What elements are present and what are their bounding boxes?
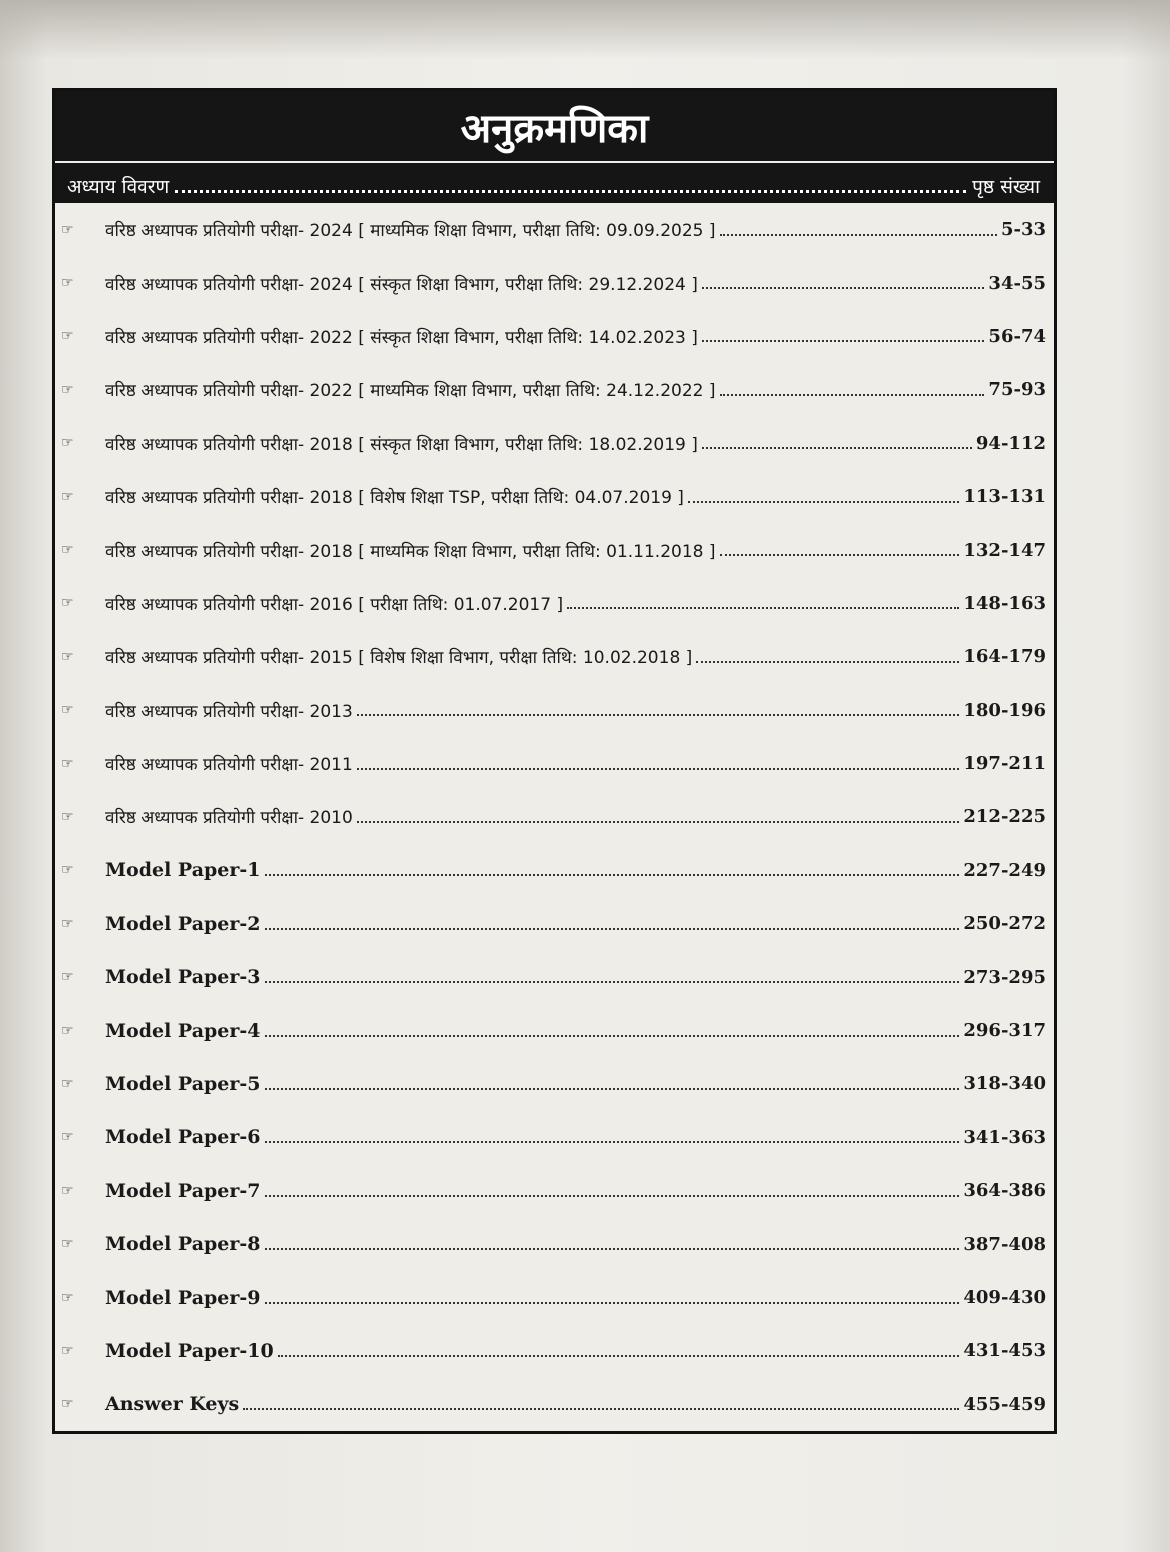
toc-item-pages: 227-249 — [963, 859, 1046, 881]
toc-item-pages: 455-459 — [963, 1393, 1046, 1415]
toc-item — [55, 1217, 1054, 1270]
dot-leader — [265, 1088, 960, 1090]
toc-item-title: वरिष्ठ अध्यापक प्रतियोगी परीक्षा- 2011 — [105, 755, 353, 776]
header-chapter-label: अध्याय विवरण — [67, 176, 170, 198]
dot-leader — [243, 1408, 959, 1410]
toc-item-pages: 34-55 — [988, 272, 1046, 294]
toc-item — [55, 897, 1054, 950]
toc-item-pages: 75-93 — [988, 379, 1046, 401]
pointing-hand-icon: ☞ — [61, 275, 74, 292]
header-page-label: पृष्ठ संख्या — [972, 176, 1040, 198]
dot-leader — [357, 821, 960, 823]
toc-item — [55, 1004, 1054, 1057]
dot-leader — [688, 501, 959, 503]
toc-item — [55, 844, 1054, 897]
pointing-hand-icon: ☞ — [61, 808, 74, 825]
toc-list — [55, 203, 1054, 1431]
pointing-hand-icon: ☞ — [61, 1075, 74, 1092]
pointing-hand-icon: ☞ — [61, 381, 74, 398]
toc-item — [55, 1057, 1054, 1110]
table-of-contents — [52, 88, 1057, 1434]
dot-leader — [702, 447, 972, 449]
toc-item-title: Model Paper-2 — [105, 912, 261, 935]
dot-leader — [265, 1195, 960, 1197]
toc-item — [55, 1164, 1054, 1217]
dot-leader — [278, 1355, 960, 1357]
toc-item — [55, 470, 1054, 523]
toc-item-title: Model Paper-7 — [105, 1179, 261, 1202]
pointing-hand-icon: ☞ — [61, 1342, 74, 1359]
pointing-hand-icon: ☞ — [61, 862, 74, 879]
dot-leader — [702, 287, 985, 289]
dot-leader — [265, 874, 960, 876]
toc-item-pages: 318-340 — [963, 1073, 1046, 1095]
toc-item — [55, 790, 1054, 843]
pointing-hand-icon: ☞ — [61, 221, 74, 238]
toc-item-title: वरिष्ठ अध्यापक प्रतियोगी परीक्षा- 2018 [ संस्कृत शिक्षा विभाग, परीक्षा तिथि: 18.02.2019 ] — [105, 434, 698, 455]
pointing-hand-icon: ☞ — [61, 1022, 74, 1039]
pointing-hand-icon: ☞ — [61, 648, 74, 665]
toc-item-title: Model Paper-8 — [105, 1233, 261, 1256]
toc-item-title: Model Paper-9 — [105, 1286, 261, 1309]
toc-item-pages: 164-179 — [963, 646, 1046, 668]
toc-item-pages: 148-163 — [963, 592, 1046, 614]
dot-leader — [265, 1035, 960, 1037]
dot-leader — [265, 1302, 960, 1304]
toc-header-row — [55, 161, 1054, 203]
toc-item-title: Model Paper-4 — [105, 1019, 261, 1042]
toc-item-pages: 387-408 — [963, 1233, 1046, 1255]
toc-item-pages: 341-363 — [963, 1126, 1046, 1148]
toc-item — [55, 1111, 1054, 1164]
toc-item — [55, 1324, 1054, 1377]
toc-item — [55, 256, 1054, 309]
dot-leader — [720, 394, 985, 396]
pointing-hand-icon: ☞ — [61, 915, 74, 932]
toc-item — [55, 310, 1054, 363]
toc-item-title: वरिष्ठ अध्यापक प्रतियोगी परीक्षा- 2018 [ माध्यमिक शिक्षा विभाग, परीक्षा तिथि: 01.11.2018 ] — [105, 541, 716, 562]
pointing-hand-icon: ☞ — [61, 1289, 74, 1306]
toc-item — [55, 684, 1054, 737]
toc-item — [55, 523, 1054, 576]
toc-item — [55, 363, 1054, 416]
toc-item-title: वरिष्ठ अध्यापक प्रतियोगी परीक्षा- 2024 [ माध्यमिक शिक्षा विभाग, परीक्षा तिथि: 09.09.2025 ] — [105, 221, 716, 242]
pointing-hand-icon: ☞ — [61, 328, 74, 345]
toc-item-pages: 212-225 — [963, 806, 1046, 828]
dot-leader — [265, 1141, 960, 1143]
toc-item-title: वरिष्ठ अध्यापक प्रतियोगी परीक्षा- 2015 [ विशेष शिक्षा विभाग, परीक्षा तिथि: 10.02.2018 ] — [105, 648, 693, 669]
toc-item-pages: 94-112 — [975, 432, 1046, 454]
pointing-hand-icon: ☞ — [61, 702, 74, 719]
toc-item — [55, 1378, 1054, 1431]
toc-item — [55, 630, 1054, 683]
toc-item-title: Answer Keys — [105, 1393, 240, 1416]
toc-item-pages: 56-74 — [988, 325, 1046, 347]
toc-item — [55, 577, 1054, 630]
toc-item-pages: 197-211 — [963, 753, 1046, 775]
toc-item-pages: 409-430 — [963, 1287, 1046, 1308]
pointing-hand-icon: ☞ — [61, 435, 74, 452]
dot-leader — [265, 1248, 960, 1250]
dot-leader — [720, 234, 997, 236]
toc-item-pages: 273-295 — [963, 966, 1046, 988]
toc-item — [55, 950, 1054, 1003]
toc-item-pages: 132-147 — [963, 539, 1046, 561]
dot-leader — [357, 714, 960, 716]
pointing-hand-icon: ☞ — [61, 595, 74, 612]
toc-title-bar — [55, 91, 1054, 161]
dot-leader — [567, 607, 959, 609]
header-dot-leader — [175, 190, 966, 193]
toc-item-title: वरिष्ठ अध्यापक प्रतियोगी परीक्षा- 2016 [ परीक्षा तिथि: 01.07.2017 ] — [105, 594, 564, 615]
dot-leader — [265, 928, 960, 930]
dot-leader — [720, 554, 960, 556]
toc-item-title: Model Paper-5 — [105, 1072, 261, 1095]
toc-title: अनुक्रमणिका — [460, 105, 649, 152]
dot-leader — [702, 340, 985, 342]
toc-item-title: वरिष्ठ अध्यापक प्रतियोगी परीक्षा- 2013 — [105, 701, 353, 722]
pointing-hand-icon: ☞ — [61, 755, 74, 772]
toc-item-pages: 364-386 — [963, 1180, 1046, 1202]
toc-item-title: वरिष्ठ अध्यापक प्रतियोगी परीक्षा- 2018 [ विशेष शिक्षा TSP, परीक्षा तिथि: 04.07.2019 ] — [105, 488, 684, 509]
pointing-hand-icon: ☞ — [61, 1236, 74, 1253]
pointing-hand-icon: ☞ — [61, 488, 74, 505]
toc-item-pages: 113-131 — [963, 486, 1046, 508]
toc-item-title: वरिष्ठ अध्यापक प्रतियोगी परीक्षा- 2022 [ संस्कृत शिक्षा विभाग, परीक्षा तिथि: 14.02.2023 ] — [105, 327, 698, 348]
pointing-hand-icon: ☞ — [61, 1182, 74, 1199]
dot-leader — [265, 981, 960, 983]
toc-item — [55, 417, 1054, 470]
toc-item — [55, 1271, 1054, 1324]
page-edge-shadow — [0, 0, 1170, 60]
toc-item-title: वरिष्ठ अध्यापक प्रतियोगी परीक्षा- 2010 — [105, 808, 353, 829]
pointing-hand-icon: ☞ — [61, 1129, 74, 1146]
toc-item-pages: 296-317 — [963, 1020, 1046, 1042]
dot-leader — [696, 661, 959, 663]
toc-item-title: Model Paper-3 — [105, 966, 261, 989]
pointing-hand-icon: ☞ — [61, 969, 74, 986]
toc-item-title: Model Paper-6 — [105, 1126, 261, 1149]
toc-item-title: Model Paper-10 — [105, 1339, 274, 1362]
toc-item-pages: 431-453 — [963, 1340, 1046, 1362]
pointing-hand-icon: ☞ — [61, 1396, 74, 1413]
toc-item-title: वरिष्ठ अध्यापक प्रतियोगी परीक्षा- 2024 [ संस्कृत शिक्षा विभाग, परीक्षा तिथि: 29.12.2024 ] — [105, 274, 698, 295]
pointing-hand-icon: ☞ — [61, 542, 74, 559]
toc-item — [55, 203, 1054, 256]
toc-item-pages: 250-272 — [963, 913, 1046, 935]
toc-item — [55, 737, 1054, 790]
toc-item-pages: 5-33 — [1000, 219, 1046, 241]
toc-item-pages: 180-196 — [963, 699, 1046, 721]
dot-leader — [357, 768, 960, 770]
toc-item-title: वरिष्ठ अध्यापक प्रतियोगी परीक्षा- 2022 [ माध्यमिक शिक्षा विभाग, परीक्षा तिथि: 24.12.2022 ] — [105, 381, 716, 402]
toc-item-title: Model Paper-1 — [105, 859, 261, 882]
